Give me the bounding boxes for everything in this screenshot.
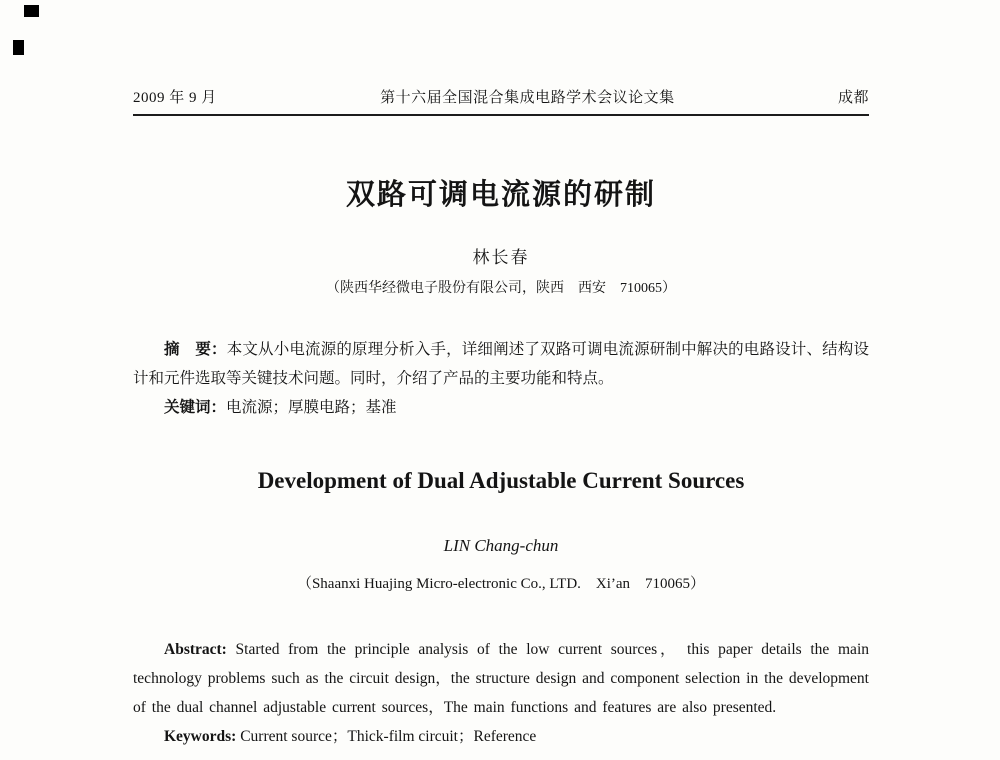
affiliation-english: （Shaanxi Huajing Micro-electronic Co., LTD. Xi’an 710065）	[296, 576, 706, 592]
author-english: LIN Chang-chun	[443, 536, 559, 555]
author-chinese: 林长春	[472, 248, 530, 267]
abstract-text-english: Started from the principle analysis of the low current sources， this paper details the main technology problems such as the circuit design，the structure design and component selection in the development of the dual channel adjustable current sources，The main functions and features are also presented.	[133, 641, 869, 716]
paper-content	[133, 0, 869, 751]
keywords-english	[133, 722, 869, 751]
title-english: Development of Dual Adjustable Current Sources	[257, 468, 745, 493]
header-rule	[133, 114, 869, 116]
header-proceedings: 第十六届全国混合集成电路学术会议论文集	[380, 90, 675, 106]
page-header	[133, 86, 869, 107]
abstract-text-chinese: 本文从小电流源的原理分析入手，详细阐述了双路可调电流源研制中解决的电路设计、结构设计和元件选取等关键技术问题。同时，介绍了产品的主要功能和特点。	[133, 341, 869, 387]
scan-artifact	[13, 40, 24, 55]
scan-artifact	[24, 5, 39, 17]
keywords-text-chinese: 电流源；厚膜电路；基准	[226, 399, 397, 416]
affiliation-chinese: （陕西华经微电子股份有限公司，陕西 西安 710065）	[326, 281, 676, 296]
title-chinese: 双路可调电流源的研制	[345, 179, 656, 211]
abstract-english	[133, 635, 869, 722]
keywords-chinese	[133, 393, 869, 422]
header-location: 成都	[837, 90, 869, 106]
abstract-label-english: Abstract:	[164, 641, 227, 658]
abstract-label-chinese: 摘 要：	[164, 341, 227, 358]
keywords-label-english: Keywords:	[164, 728, 237, 745]
keywords-label-chinese: 关键词：	[164, 399, 227, 416]
keywords-text-english: Current source；Thick-film circuit；Reference	[240, 728, 537, 745]
header-date: 2009 年 9 月	[133, 90, 217, 106]
abstract-chinese	[133, 335, 869, 393]
